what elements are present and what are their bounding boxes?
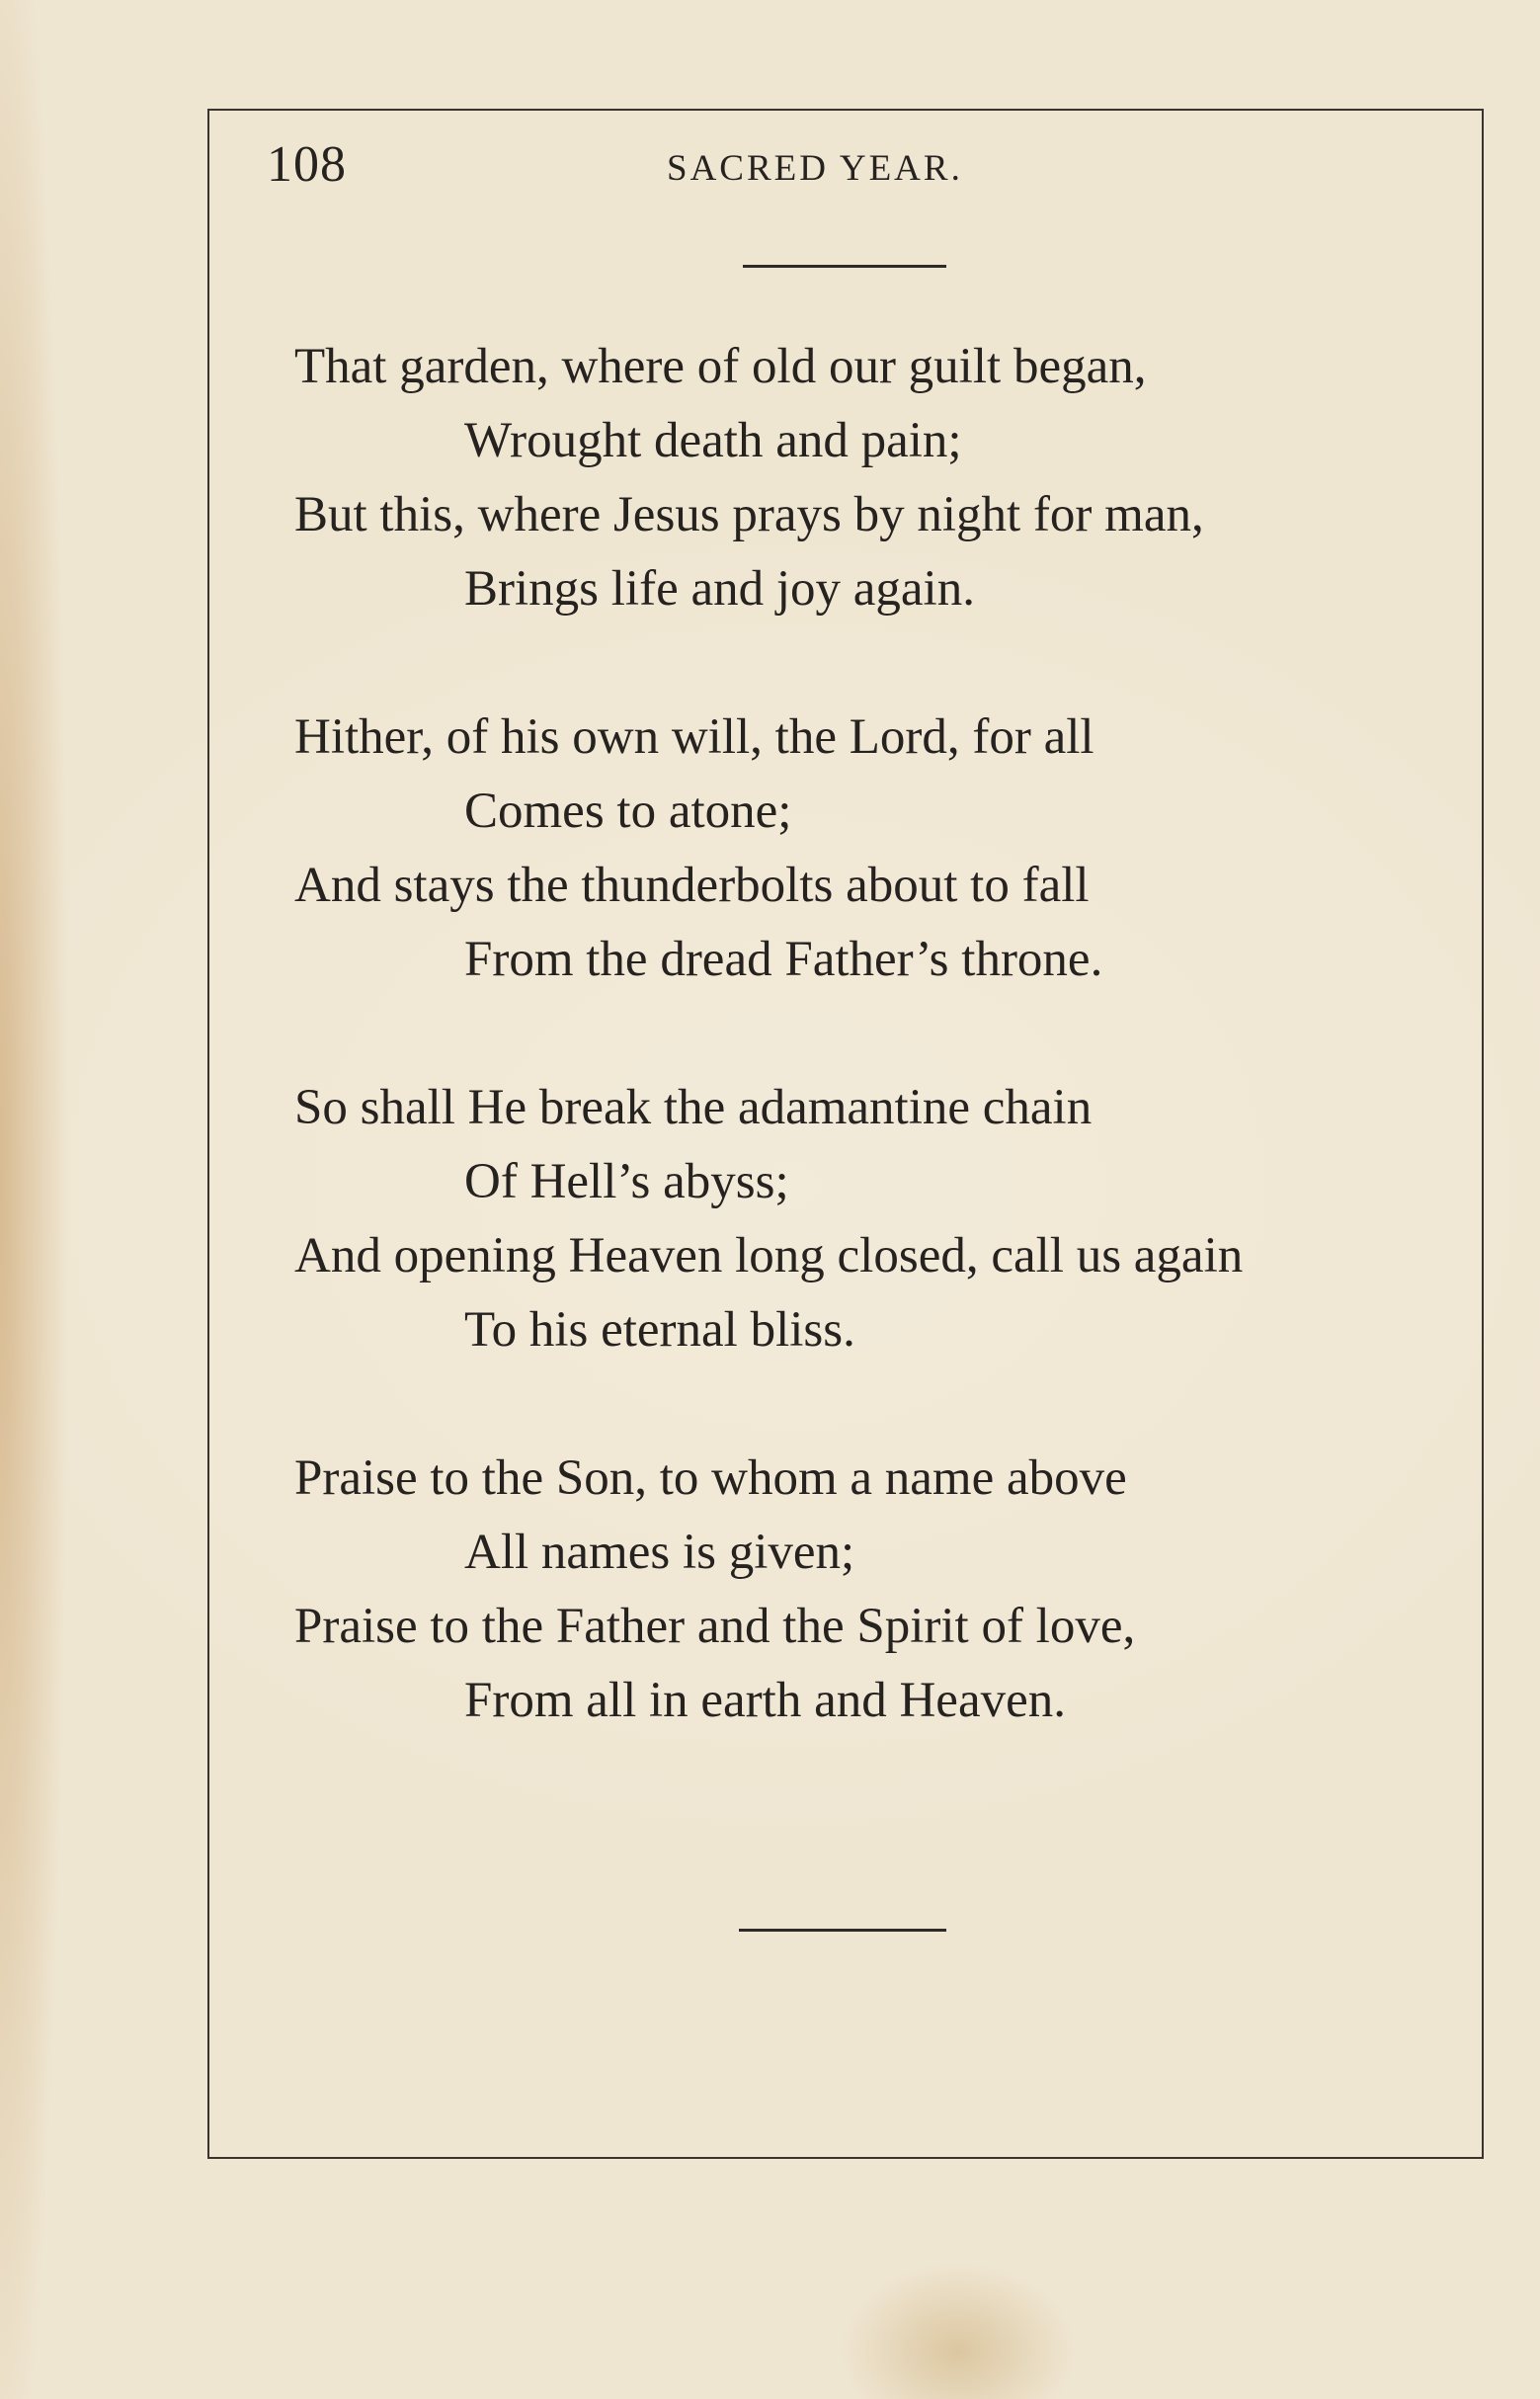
poem-line: So shall He break the adamantine chain xyxy=(294,1080,1093,1135)
poem-line-indented: Comes to atone; xyxy=(464,784,792,839)
stanza-3 xyxy=(294,1071,1460,1367)
poem-line-indented: Brings life and joy again. xyxy=(464,561,975,617)
poem-line: And stays the thunderbolts about to fall xyxy=(294,858,1090,913)
poem-line: Praise to the Son, to whom a name above xyxy=(294,1450,1127,1506)
poem-line-indented: To his eternal bliss. xyxy=(464,1302,855,1358)
page-number: 108 xyxy=(267,136,347,193)
poem-line-indented: From the dread Father’s throne. xyxy=(464,932,1103,987)
bottom-rule xyxy=(739,1929,946,1932)
poem xyxy=(294,330,1460,1812)
poem-line-indented: Of Hell’s abyss; xyxy=(464,1154,789,1209)
stanza-2 xyxy=(294,701,1460,997)
stanza-4 xyxy=(294,1442,1460,1738)
running-head xyxy=(267,130,1432,200)
top-rule xyxy=(743,265,946,268)
poem-line-indented: All names is given; xyxy=(464,1525,855,1580)
poem-line: Praise to the Father and the Spirit of love, xyxy=(294,1599,1136,1654)
poem-line-indented: From all in earth and Heaven. xyxy=(464,1673,1066,1728)
poem-line: And opening Heaven long closed, call us again xyxy=(294,1228,1244,1283)
poem-line: Hither, of his own will, the Lord, for all xyxy=(294,709,1094,765)
header-title: SACRED YEAR. xyxy=(667,148,963,189)
poem-line: But this, where Jesus prays by night for man, xyxy=(294,487,1204,542)
stanza-1 xyxy=(294,330,1460,626)
poem-line-indented: Wrought death and pain; xyxy=(464,413,962,468)
poem-line: That garden, where of old our guilt began, xyxy=(294,339,1147,394)
